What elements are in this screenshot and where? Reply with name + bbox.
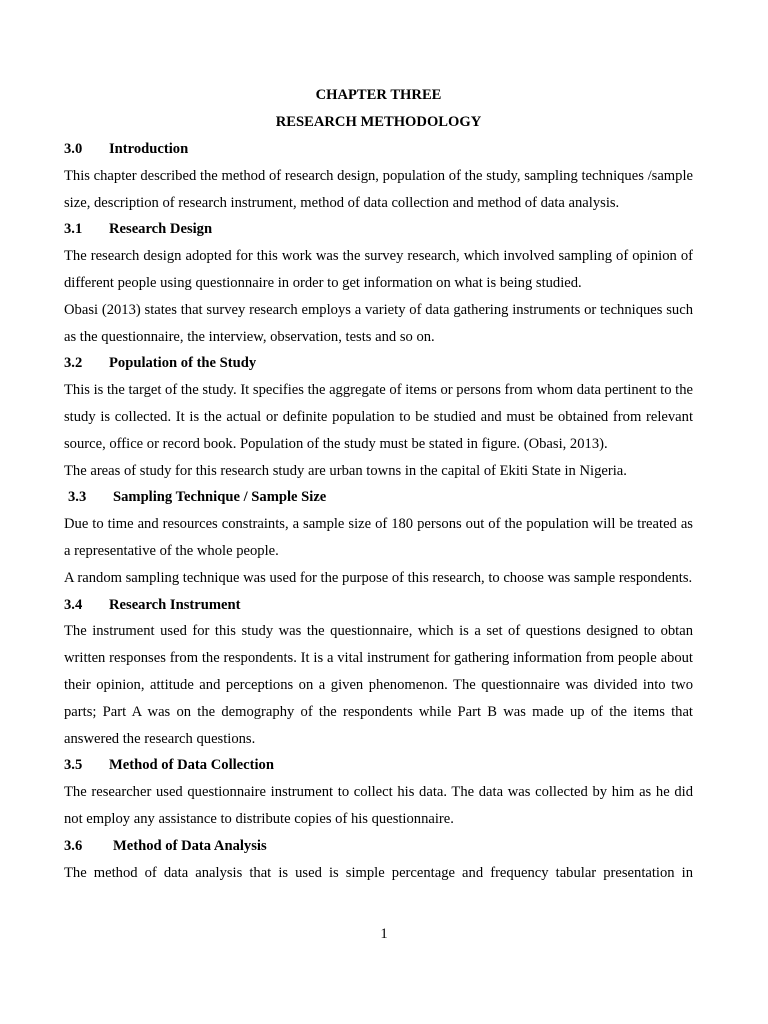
section-number: 3.0 xyxy=(64,141,83,157)
section-title: Research Design xyxy=(109,221,213,238)
section-number: 3.3 xyxy=(68,489,87,506)
document-page xyxy=(64,82,693,886)
section-heading-3-3 xyxy=(64,484,693,511)
paragraph-population-2: The areas of study for this research study are urban towns in the capital of Ekiti State in Nigeria. xyxy=(64,462,627,479)
section-heading-3-2 xyxy=(64,350,693,377)
section-title: Introduction xyxy=(109,141,189,157)
paragraph-data-analysis: The method of data analysis that is used is simple percentage and frequency tabular presentation in xyxy=(64,864,693,881)
section-number: 3.5 xyxy=(64,757,83,774)
section-heading-3-5 xyxy=(64,752,693,779)
section-heading-3-1 xyxy=(64,216,693,243)
section-number: 3.2 xyxy=(64,355,83,372)
chapter-title: RESEARCH METHODOLOGY xyxy=(275,114,482,130)
chapter-label: CHAPTER THREE xyxy=(315,87,442,103)
paragraph-introduction: This chapter described the method of research design, population of the study, sampling techniques /sample size, description of research instrument, method of data collection and method of data analysis. xyxy=(64,167,693,211)
paragraph-sampling-2: A random sampling technique was used for the purpose of this research, to choose was sample respondents. xyxy=(64,569,693,586)
section-heading-3-4 xyxy=(64,592,693,619)
section-title: Research Instrument xyxy=(109,596,241,613)
paragraph-research-design-2: Obasi (2013) states that survey research employs a variety of data gathering instruments or techniques such as the questionnaire, the interview, observation, tests and so on. xyxy=(64,301,693,345)
section-number: 3.6 xyxy=(64,837,83,854)
section-title: Population of the Study xyxy=(109,355,257,372)
paragraph-instrument: The instrument used for this study was the questionnaire, which is a set of questions designed to obtan written responses from the respondents. It is a vital instrument for gathering information from people about their opinion, attitude and perceptions on a given phenomenon. The questionnaire was divided into two parts; Part A was on the demography of the respondents while Part B was made up of the items that answered the research questions. xyxy=(64,623,693,747)
section-title: Method of Data Analysis xyxy=(113,837,267,854)
paragraph-research-design-1: The research design adopted for this work was the survey research, which involved sampling of opinion of different people using questionnaire in order to get information on what is being studied. xyxy=(64,248,693,291)
paragraph-data-collection: The researcher used questionnaire instrument to collect his data. The data was collected by him as he did not employ any assistance to distribute copies of his questionnaire. xyxy=(64,784,693,827)
section-heading-3-0 xyxy=(64,136,693,163)
section-heading-3-6 xyxy=(64,833,693,860)
section-number: 3.4 xyxy=(64,596,83,613)
section-number: 3.1 xyxy=(64,221,83,238)
page-number: 1 xyxy=(380,926,388,942)
paragraph-population-1: This is the target of the study. It specifies the aggregate of items or persons from whom data pertinent to the study is collected. It is the actual or definite population to be studied and must be obtained from relevant source, office or record book. Population of the study must be stated in figure. (Obasi, 2013). xyxy=(64,382,693,452)
paragraph-sampling-1: Due to time and resources constraints, a sample size of 180 persons out of the population will be treated as a representative of the whole people. xyxy=(64,516,693,559)
section-title: Method of Data Collection xyxy=(109,757,274,774)
section-title: Sampling Technique / Sample Size xyxy=(113,489,327,506)
